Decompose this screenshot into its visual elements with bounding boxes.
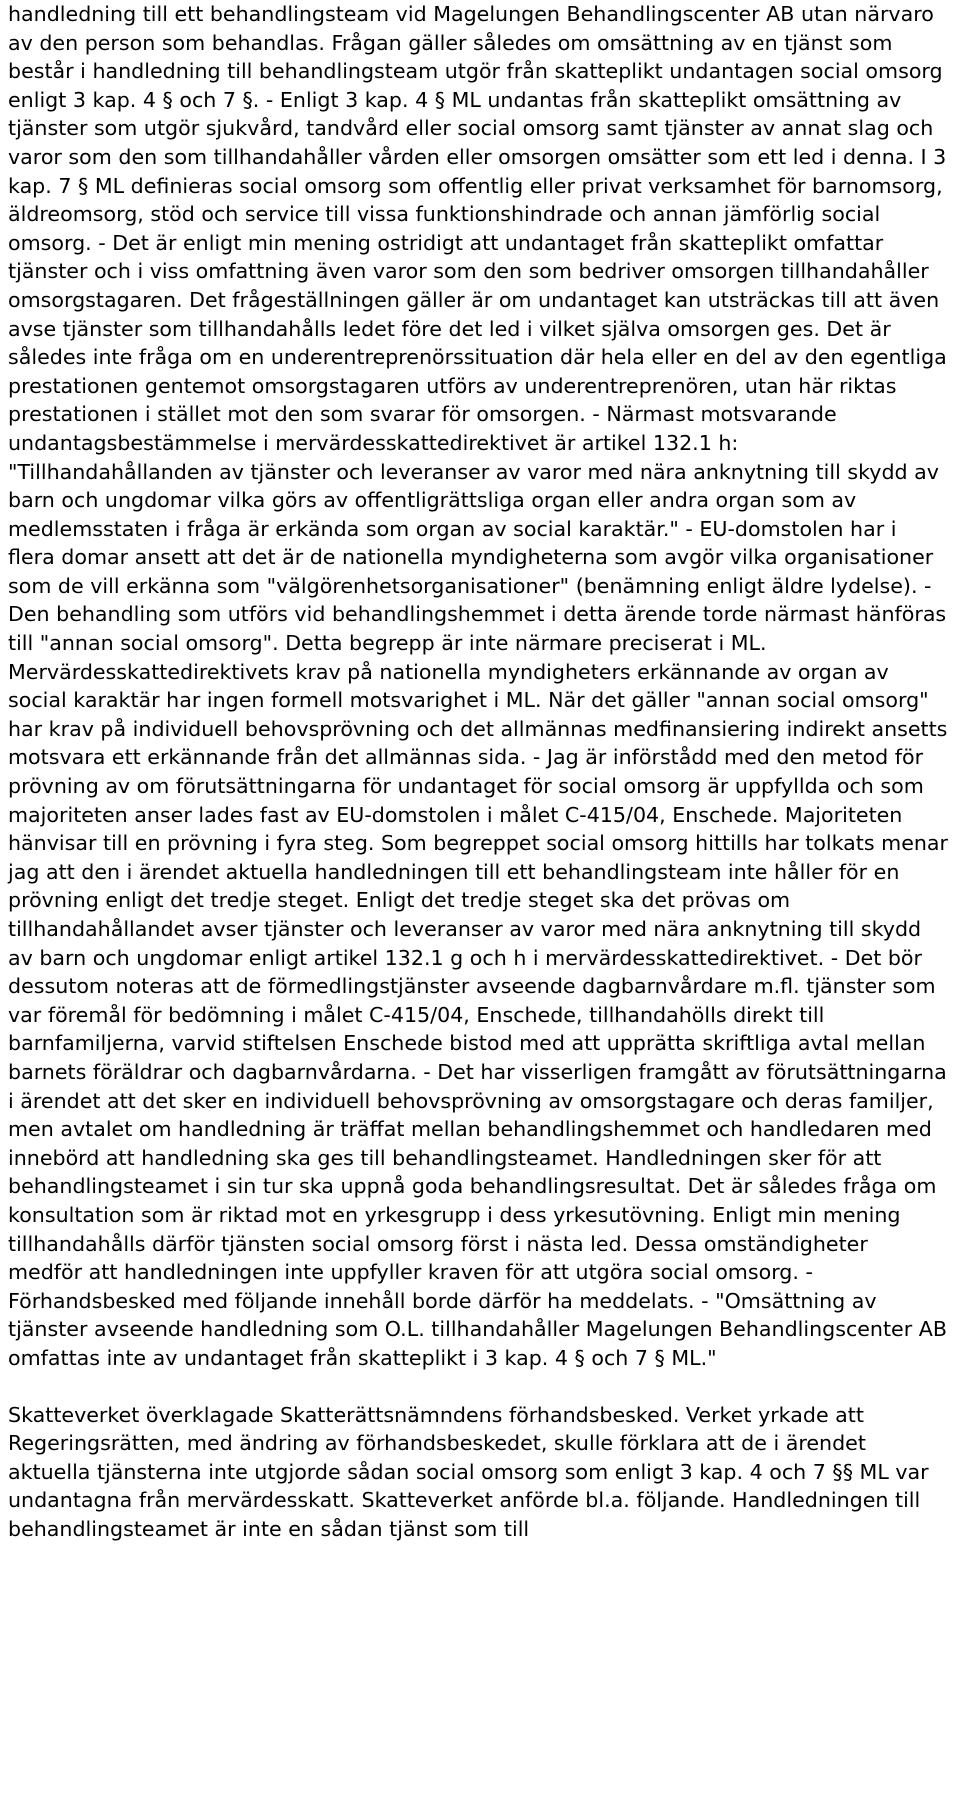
body-paragraph-1: handledning till ett behandlingsteam vid Magelungen Behandlingscenter AB utan närvaro av den person som behandlas. Frågan gäller således om omsättning av en tjänst som består i handledning till behandlingsteam utgör från skatteplikt undantagen social omsorg enligt 3 kap. 4 § och 7 §. - Enligt 3 kap. 4 § ML undantas från skatteplikt omsättning av tjänster som utgör sjukvård, tandvård eller social omsorg samt tjänster av annat slag och varor som den som tillhandahåller vården eller omsorgen omsätter som ett led i denna. I 3 kap. 7 § ML definieras social omsorg som offentlig eller privat verksamhet för barnomsorg, äldreomsorg, stöd och service till vissa funktionshindrade och annan jämförlig social omsorg. - Det är enligt min mening ostridigt att undantaget från skatteplikt omfattar tjänster och i viss omfattning även varor som den som bedriver omsorgen tillhandahåller omsorgstagaren. Det frågeställningen gäller är om undantaget kan utsträckas till att även avse tjänster som tillhandahålls ledet före det led i vilket själva omsorgen ges. Det är således inte fråga om en underentreprenörssituation där hela eller en del av den egentliga prestationen gentemot omsorgstagaren utförs av underentreprenören, utan här riktas prestationen i stället mot den som svarar för omsorgen. - Närmast motsvarande undantagsbestämmelse i mervärdesskattedirektivet är artikel 132.1 h: "Tillhandahållanden av tjänster och leveranser av varor med nära anknytning till skydd av barn och ungdomar vilka görs av offentligrättsliga organ eller andra organ som av medlemsstaten i fråga är erkända som organ av social karaktär." - EU-domstolen har i flera domar ansett att det är de nationella myndigheterna som avgör vilka organisationer som de vill erkänna som "välgörenhetsorganisationer" (benämning enligt äldre lydelse). - Den behandling som utförs vid behandlingshemmet i detta ärende torde närmast hänföras till "annan social omsorg". Detta begrepp är inte närmare preciserat i ML. Mervärdesskattedirektivets krav på nationella myndigheters erkännande av organ av social karaktär har ingen formell motsvarighet i ML. När det gäller "annan social omsorg" har krav på individuell behovsprövning och det allmännas medfinansiering indirekt ansetts motsvara ett erkännande från det allmännas sida. - Jag är införstådd med den metod för prövning av om förutsättningarna för undantaget för social omsorg är uppfyllda och som majoriteten anser lades fast av EU-domstolen i målet C-415/04, Enschede. Majoriteten hänvisar till en prövning i fyra steg. Som begreppet social omsorg hittills har tolkats menar jag att den i ärendet aktuella handledningen till ett behandlingsteam inte håller för en prövning enligt det tredje steget. Enligt det tredje steget ska det prövas om tillhandahållandet avser tjänster och leveranser av varor med nära anknytning till skydd av barn och ungdomar enligt artikel 132.1 g och h i mervärdesskattedirektivet. - Det bör dessutom noteras att de förmedlingstjänster avseende dagbarnvårdare m.fl. tjänster som var föremål för bedömning i målet C-415/04, Enschede, tillhandahölls direkt till barnfamiljerna, varvid stiftelsen Enschede bistod med att upprätta skriftliga avtal mellan barnets föräldrar och dagbarnvårdarna. - Det har visserligen framgått av förutsättningarna i ärendet att det sker en individuell behovsprövning av omsorgstagare och deras familjer, men avtalet om handledning är träffat mellan behandlingshemmet och handledaren med innebörd att handledning ska ges till behandlingsteamet. Handledningen sker för att behandlingsteamet i sin tur ska uppnå goda behandlingsresultat. Det är således fråga om konsultation som är riktad mot en yrkesgrupp i dess yrkesutövning. Enligt min mening tillhandahålls därför tjänsten social omsorg först i nästa led. Dessa omständigheter medför att handledningen inte uppfyller kraven för att utgöra social omsorg. - Förhandsbesked med följande innehåll borde därför ha meddelats. - "Omsättning av tjänster avseende handledning som O.L. tillhandahåller Magelungen Behandlingscenter AB omfattas inte av undantaget från skatteplikt i 3 kap. 4 § och 7 § ML." [8,2,949,1370]
body-paragraph-2: Skatteverket överklagade Skatterättsnämndens förhandsbesked. Verket yrkade att Regeringsrätten, med ändring av förhandsbeskedet, skulle förklara att de i ärendet aktuella tjänsterna inte utgjorde sådan social omsorg som enligt 3 kap. 4 och 7 §§ ML var undantagna från mervärdesskatt. Skatteverket anförde bl.a. följande. Handledningen till behandlingsteamet är inte en sådan tjänst som till [8,1402,929,1541]
